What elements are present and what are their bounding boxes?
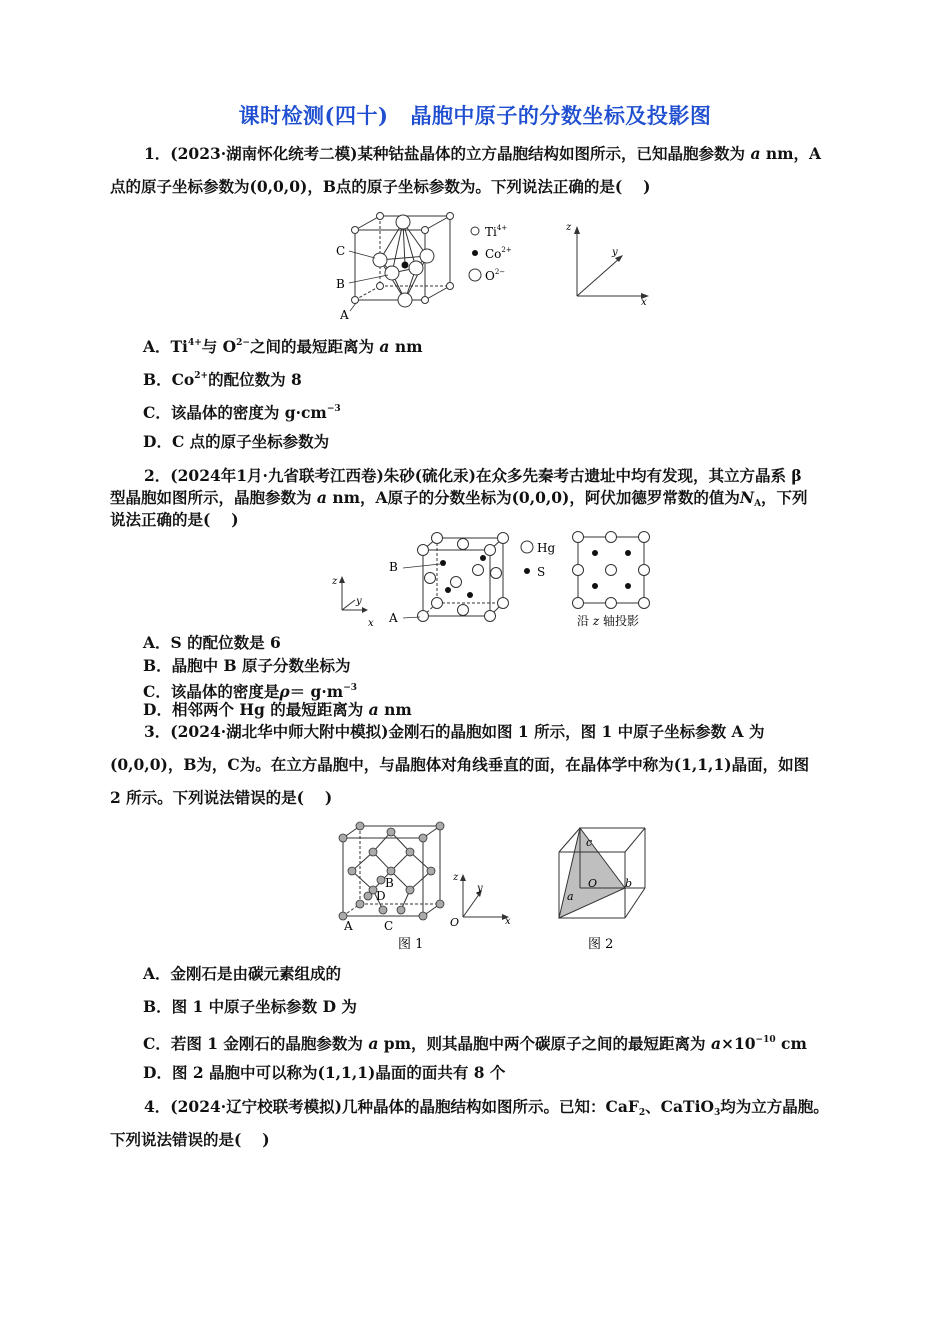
q4-number: 4． (144, 1097, 171, 1116)
q2-line2-var: a (316, 488, 327, 507)
q3-axis-x: x (505, 916, 511, 927)
q1-label-b: B (336, 277, 345, 291)
q3-option-b (143, 997, 357, 1017)
q1-option-c (143, 399, 341, 423)
q2-label-a: A (389, 611, 398, 625)
q4-line1-b: 、CaTiO (645, 1097, 714, 1116)
q2-option-a (143, 633, 281, 653)
q2-opt-c-sup: −3 (343, 683, 357, 693)
q3-opt-b: B．图 1 中原子坐标参数 D 为 (143, 997, 357, 1016)
q3-line2-text: (0,0,0)，B为，C为。在立方晶胞中，与晶胞体对角线垂直的面，在晶体学中称为(1,1,1)晶面，如图 (110, 755, 810, 774)
q2-proj-post: 轴投影 (603, 614, 640, 628)
q2-option-c (143, 678, 357, 702)
q1-option-a (143, 333, 423, 357)
q3-opt-c-unit: cm (781, 1034, 807, 1053)
q3-label-c: C (384, 919, 394, 933)
q1-opt-a-pre: A．Ti (143, 337, 188, 356)
q4-line1-sub1: 2 (638, 1108, 646, 1118)
q1-label-a: A (340, 308, 349, 322)
q2-opt-d-unit: nm (384, 700, 412, 719)
q2-opt-a: A．S 的配位数是 6 (143, 633, 281, 652)
q1-opt-b-sup: 2+ (194, 371, 209, 381)
q2-line2-b: nm，A原子的分数坐标为(0,0,0)，阿伏加德罗常数的值为 (332, 488, 740, 507)
q2-axis-z: z (332, 576, 338, 587)
q2-opt-b: B．晶胞中 B 原子分数坐标为 (143, 656, 351, 675)
q1-axis-z: z (566, 222, 572, 233)
q3-figure (330, 820, 660, 955)
q1-axis-y: y (612, 247, 618, 258)
q4-line2 (110, 1130, 840, 1150)
q3-line1 (110, 722, 874, 742)
q3-opt-c-sup: −10 (755, 1035, 776, 1045)
q4-line1-a: (2024·辽宁校联考模拟)几种晶体的晶胞结构如图所示。已知：CaF (170, 1097, 639, 1116)
q3-fig2-b: b (625, 877, 633, 890)
legend-ti: Ti (485, 225, 497, 239)
q1-opt-b-post: 的配位数为 8 (208, 370, 302, 389)
page-title (0, 100, 950, 130)
q2-axis-y: y (356, 596, 362, 607)
svg-text:O2− (485, 268, 505, 283)
q2-line3-text: 说法正确的是( ) (110, 510, 239, 529)
q1-option-d (143, 432, 329, 452)
q3-opt-c-var2: a (710, 1034, 721, 1053)
q3-label-d: D (376, 889, 386, 903)
q3-option-a (143, 964, 341, 984)
q3-fig1-caption: 图 1 (398, 937, 424, 952)
svg-text:沿 z 轴投影 (577, 613, 639, 628)
q2-opt-d-pre: D．相邻两个 Hg 的最短距离为 (143, 700, 364, 719)
q1-opt-a-mid: 与 O (201, 337, 237, 356)
legend-co-sup: 2+ (501, 246, 512, 254)
q3-axis-z: z (453, 872, 459, 883)
q3-line3-text: 2 所示。下列说法错误的是( ) (110, 788, 333, 807)
q1-number: 1． (144, 144, 171, 163)
q3-fig2-caption: 图 2 (588, 937, 614, 952)
q3-line2 (110, 755, 840, 775)
legend-o: O (485, 269, 495, 283)
q3-axis-origin: O (450, 916, 460, 929)
q1-figure (330, 208, 660, 326)
q2-proj-var: z (592, 614, 600, 628)
q2-option-d (143, 700, 412, 720)
svg-text:Ti4+ (485, 224, 507, 239)
q3-option-d (143, 1063, 505, 1083)
q3-opt-a: A．金刚石是由碳元素组成的 (143, 964, 342, 983)
q1-opt-d: D．C 点的原子坐标参数为 (143, 432, 330, 451)
legend-o-sup: 2− (494, 268, 506, 276)
q2-opt-c-post: ＝ g·m (289, 682, 344, 701)
q3-line1-text: (2024·湖北华中师大附中模拟)金刚石的晶胞如图 1 所示，图 1 中原子坐标参数 A 为 (170, 722, 765, 741)
q1-opt-c-pre: C．该晶体的密度为 g·cm (143, 403, 327, 422)
q2-line1-text: (2024年1月·九省联考江西卷)朱砂(硫化汞)在众多先秦考古遗址中均有发现，其立方晶系 β (170, 466, 802, 485)
title-sub: 晶胞中原子的分数坐标及投影图 (410, 103, 712, 128)
q2-line2-na: N (739, 488, 755, 507)
q1-opt-a-post: 之间的最短距离为 (249, 337, 374, 356)
q1-text-c: 点的原子坐标参数为(0,0,0)，B点的原子坐标参数为。下列说法正确的是( ) (110, 177, 651, 196)
q3-opt-c-mid: pm，则其晶胞中两个碳原子之间的最短距离为 (383, 1034, 706, 1053)
q1-label-c: C (336, 244, 346, 258)
q1-text-b: nm，A (765, 144, 822, 163)
q3-opt-c-x: ×10 (720, 1034, 756, 1053)
legend-s: S (537, 565, 546, 579)
q2-figure (325, 528, 665, 630)
q3-fig2-o: O (588, 877, 598, 890)
q1-opt-a-sup2: 2− (236, 338, 250, 348)
q1-source: (2023·湖南怀化统考二模) (170, 144, 358, 163)
legend-ti-sup: 4+ (496, 224, 508, 232)
q2-number: 2． (144, 466, 171, 485)
q4-line1 (110, 1097, 874, 1123)
q1-line1 (110, 144, 874, 164)
q2-line3 (110, 510, 840, 530)
q3-axis-y: y (477, 883, 483, 894)
q2-opt-c-pre: C．该晶体的密度是 (143, 682, 280, 701)
q2-option-b (143, 656, 351, 676)
q4-line2-text: 下列说法错误的是( ) (110, 1130, 270, 1149)
q3-opt-c-pre: C．若图 1 金刚石的晶胞参数为 (143, 1034, 363, 1053)
q1-opt-a-sup1: 4+ (187, 338, 202, 348)
q2-proj-pre: 沿 (577, 614, 590, 628)
q1-line2 (110, 177, 840, 197)
q2-axis-x: x (368, 618, 374, 629)
q3-option-c (143, 1030, 807, 1054)
q1-opt-c-sup: −3 (326, 404, 341, 414)
q1-option-b (143, 366, 302, 390)
q3-opt-d: D．图 2 晶胞中可以称为(1,1,1)晶面的面共有 8 个 (143, 1063, 506, 1082)
q4-line1-c: 均为立方晶胞。 (720, 1097, 829, 1116)
q2-opt-c-rho: ρ (279, 682, 290, 701)
q1-opt-a-unit: nm (394, 337, 423, 356)
q2-line2-a: 型晶胞如图所示，晶胞参数为 (110, 488, 312, 507)
q1-opt-b-pre: B．Co (143, 370, 195, 389)
q2-line2-c: ，下列 (761, 488, 808, 507)
q3-opt-c-var: a (368, 1034, 379, 1053)
q2-label-b: B (389, 560, 398, 574)
q2-opt-d-var: a (368, 700, 379, 719)
q1-var-a: a (750, 144, 761, 163)
q3-label-b: B (385, 876, 394, 890)
q4-line1-sub2: 3 (713, 1108, 721, 1118)
svg-text:Co2+ (485, 246, 512, 261)
q3-label-a: A (344, 919, 353, 933)
q3-fig2-c: c (586, 836, 593, 849)
title-main: 课时检测(四十) (238, 103, 389, 128)
q3-line3 (110, 788, 840, 808)
q2-line2-na-sub: A (754, 499, 762, 509)
q3-fig2-a: a (567, 890, 574, 903)
q1-axis-x: x (641, 297, 647, 308)
legend-co: Co (485, 247, 502, 261)
q3-number: 3． (144, 722, 171, 741)
q1-text-a: 某种钴盐晶体的立方晶胞结构如图所示，已知晶胞参数为 (357, 144, 746, 163)
q2-line1 (110, 466, 874, 486)
legend-hg: Hg (537, 541, 556, 555)
q1-opt-a-var: a (379, 337, 390, 356)
